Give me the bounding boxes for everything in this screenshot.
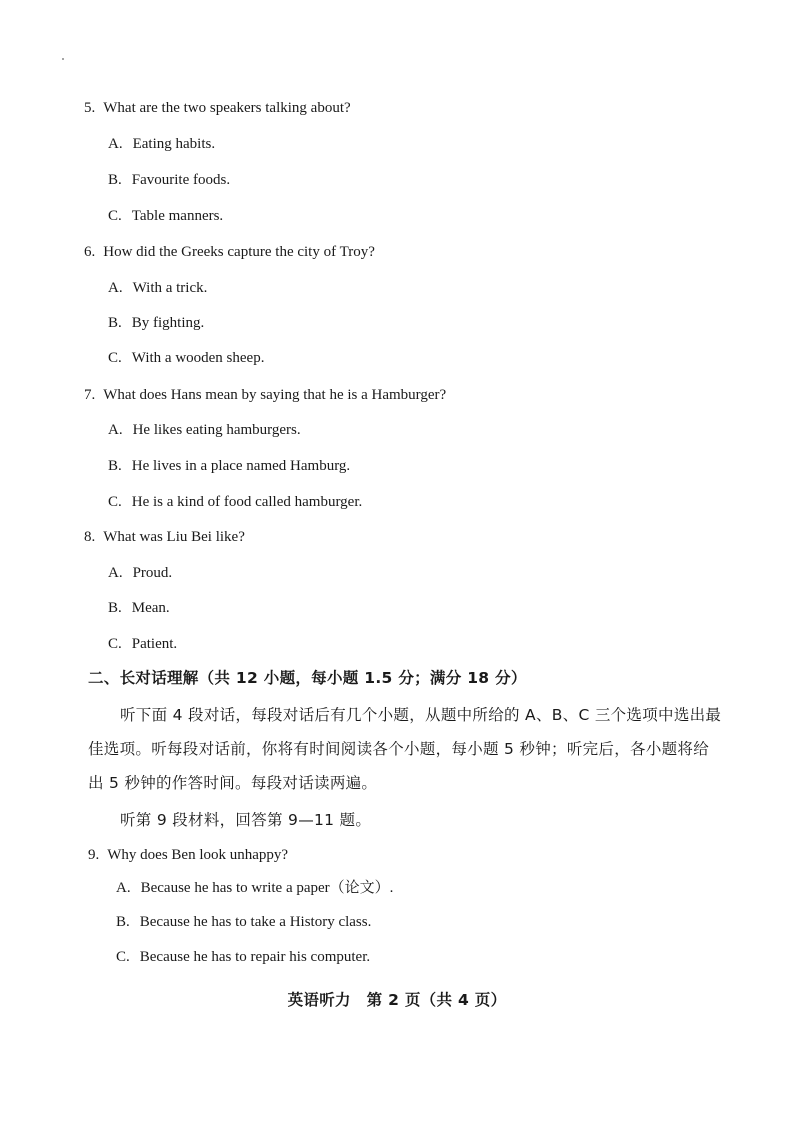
option-8b: [108, 598, 170, 618]
option-6c: [108, 348, 264, 368]
scan-speck: [62, 58, 64, 60]
option-text: Because he has to take a History class.: [139, 914, 372, 930]
option-9a: [116, 878, 393, 898]
option-letter: A.: [108, 136, 123, 152]
question-number: 5.: [84, 100, 96, 116]
question-9: [88, 845, 288, 865]
option-letter: C.: [108, 636, 122, 652]
question-number: 8.: [84, 529, 96, 545]
option-letter: C.: [108, 350, 122, 366]
option-text: Mean.: [131, 600, 170, 616]
option-text: Table manners.: [131, 208, 224, 224]
question-text: How did the Greeks capture the city of Troy?: [103, 244, 375, 260]
material-note: 听第 9 段材料，回答第 9—11 题。: [120, 811, 372, 829]
option-text: With a wooden sheep.: [131, 350, 265, 366]
question-number: 6.: [84, 244, 96, 260]
section-heading: 二、长对话理解（共 12 小题，每小题 1.5 分；满分 18 分）: [88, 669, 527, 687]
option-letter: B.: [108, 600, 122, 616]
option-letter: A.: [108, 422, 123, 438]
option-letter: A.: [116, 880, 131, 896]
option-text: Because he has to write a paper（论文）.: [140, 880, 394, 896]
option-6b: [108, 313, 204, 333]
option-7a: [108, 420, 301, 440]
option-text: He lives in a place named Hamburg.: [131, 458, 351, 474]
option-5c: [108, 206, 223, 226]
option-9b: [116, 912, 371, 932]
option-7b: [108, 456, 350, 476]
option-letter: C.: [116, 949, 130, 965]
question-number: 9.: [88, 847, 100, 863]
option-text: Because he has to repair his computer.: [139, 949, 371, 965]
option-8a: [108, 563, 172, 583]
option-letter: B.: [108, 315, 122, 331]
option-8c: [108, 634, 177, 654]
question-6: [84, 242, 375, 262]
option-letter: A.: [108, 280, 123, 296]
question-text: What are the two speakers talking about?: [103, 100, 351, 116]
option-9c: [116, 947, 370, 967]
option-text: Favourite foods.: [131, 172, 231, 188]
instruction-line-3: 出 5 秒钟的作答时间。每段对话读两遍。: [88, 774, 378, 792]
question-text: Why does Ben look unhappy?: [107, 847, 289, 863]
option-text: Proud.: [132, 565, 173, 581]
option-7c: [108, 492, 362, 512]
option-letter: C.: [108, 208, 122, 224]
question-text: What does Hans mean by saying that he is a Hamburger?: [103, 387, 447, 403]
question-7: [84, 385, 446, 405]
option-letter: B.: [108, 458, 122, 474]
question-number: 7.: [84, 387, 96, 403]
option-letter: A.: [108, 565, 123, 581]
option-text: Patient.: [131, 636, 178, 652]
option-text: By fighting.: [131, 315, 205, 331]
option-6a: [108, 278, 207, 298]
option-5a: [108, 134, 215, 154]
option-text: With a trick.: [132, 280, 208, 296]
page-footer: 英语听力 第 2 页（共 4 页）: [287, 991, 507, 1009]
instruction-line-2: 佳选项。听每段对话前，你将有时间阅读各个小题，每小题 5 秒钟；听完后，各小题将给: [88, 740, 710, 758]
option-letter: C.: [108, 494, 122, 510]
instruction-line-1: 听下面 4 段对话，每段对话后有几个小题，从题中所给的 A、B、C 三个选项中选出最: [120, 706, 722, 724]
option-text: Eating habits.: [132, 136, 216, 152]
option-text: He is a kind of food called hamburger.: [131, 494, 363, 510]
question-text: What was Liu Bei like?: [103, 529, 245, 545]
option-text: He likes eating hamburgers.: [132, 422, 301, 438]
option-5b: [108, 170, 230, 190]
question-5: [84, 98, 351, 118]
question-8: [84, 527, 245, 547]
option-letter: B.: [116, 914, 130, 930]
option-letter: B.: [108, 172, 122, 188]
